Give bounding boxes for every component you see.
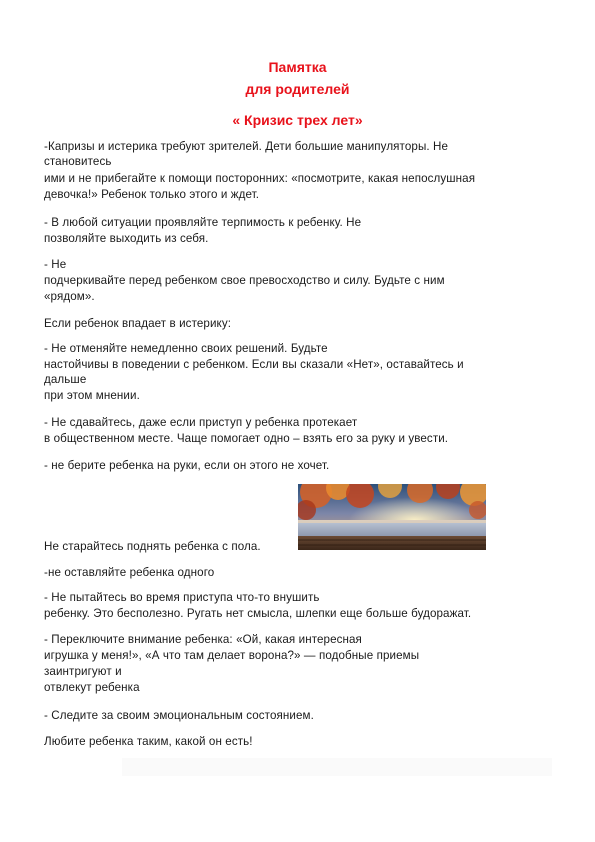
text-line: - Не: [44, 258, 67, 271]
text-line: - Не отменяйте немедленно своих решений. Будьте: [44, 342, 328, 355]
text-line: становитесь: [44, 155, 112, 168]
text-line: Любите ребенка таким, какой он есть!: [44, 735, 253, 748]
text-line: - В любой ситуации проявляйте терпимость к ребенку. Не: [44, 216, 362, 229]
page-title-line-2: для родителей: [245, 81, 350, 97]
text-line: -Капризы и истерика требуют зрителей. Дети большие манипуляторы. Не: [44, 140, 449, 153]
text-line: - Не пытайтесь во время приступа что-то внушить: [44, 591, 320, 604]
text-line: игрушка у меня!», «А что там делает ворона?» — подобные приемы: [44, 649, 420, 662]
text-line: девочка!» Ребенок только этого и ждет.: [44, 188, 260, 201]
text-line: заинтригуют и: [44, 665, 122, 678]
page-title-line-1: Памятка: [268, 59, 327, 75]
text-line: Если ребенок впадает в истерику:: [44, 317, 232, 330]
text-line: - Переключите внимание ребенка: «Ой, какая интересная: [44, 633, 362, 646]
text-line: ими и не прибегайте к помощи посторонних: «посмотрите, какая непослушная: [44, 172, 476, 185]
text-line: подчеркивайте перед ребенком свое превосходство и силу. Будьте с ним: [44, 274, 445, 287]
page-title-line-3: « Кризис трех лет»: [232, 112, 363, 128]
text-line: - Не сдавайтесь, даже если приступ у ребенка протекает: [44, 416, 358, 429]
text-line: «рядом».: [44, 290, 95, 303]
page-footer-strip: [122, 758, 552, 776]
text-line: - не берите ребенка на руки, если он этого не хочет.: [44, 459, 330, 472]
text-line: - Следите за своим эмоциональным состоянием.: [44, 709, 314, 722]
text-line: дальше: [44, 373, 87, 386]
text-line: в общественном месте. Чаще помогает одно – взять его за руку и увести.: [44, 432, 449, 445]
text-line: при этом мнении.: [44, 389, 140, 402]
autumn-landscape-image: [298, 484, 486, 550]
text-line: -не оставляйте ребенка одного: [44, 566, 215, 579]
text-line: Не старайтесь поднять ребенка с пола.: [44, 540, 261, 553]
text-line: позволяйте выходить из себя.: [44, 232, 209, 245]
text-line: ребенку. Это бесполезно. Ругать нет смысла, шлепки еще больше будоражат.: [44, 607, 472, 620]
text-line: настойчивы в поведении с ребенком. Если вы сказали «Нет», оставайтесь и: [44, 358, 464, 371]
text-line: отвлекут ребенка: [44, 681, 140, 694]
